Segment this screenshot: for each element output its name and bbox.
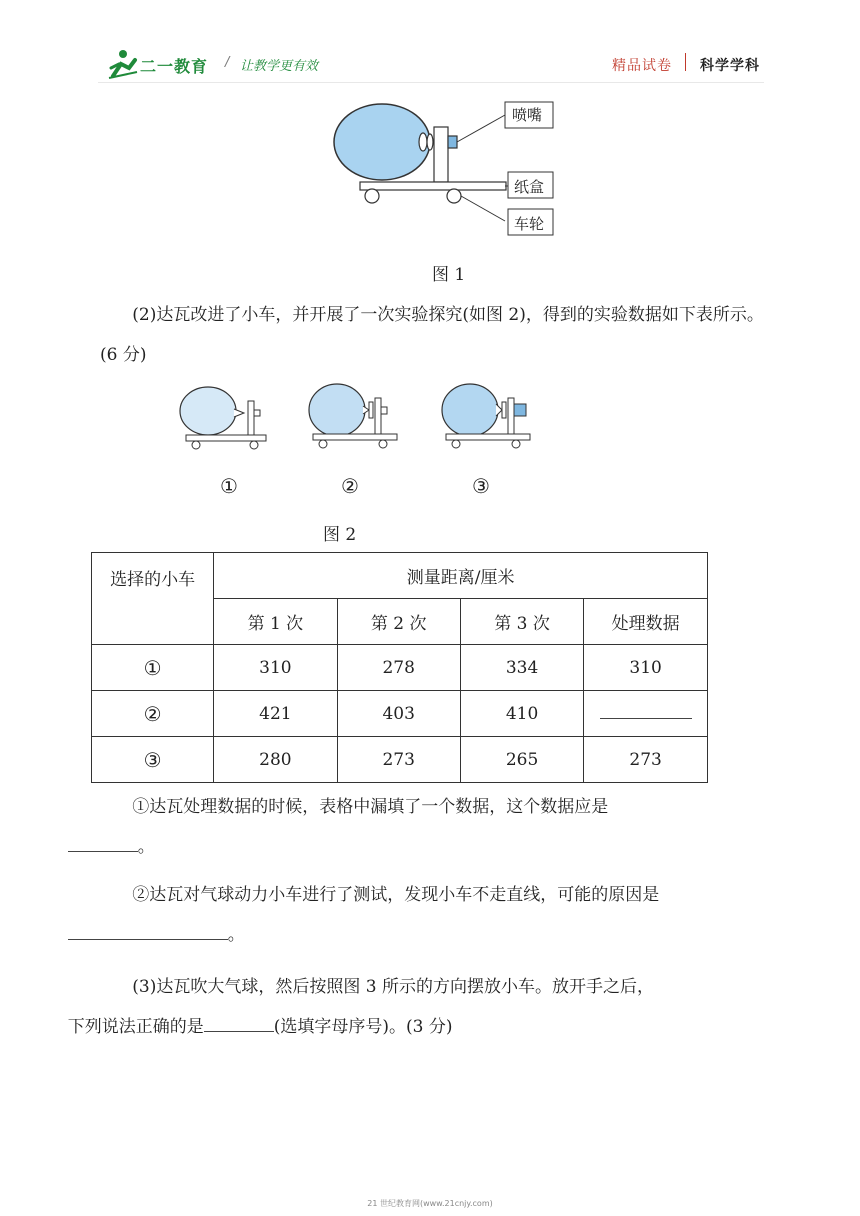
figure2-car-1 (178, 385, 270, 451)
table-cell: 273 (337, 737, 460, 783)
figure2-car-2 (305, 380, 401, 450)
figure1-label-wheel: 车轮 (514, 215, 545, 233)
table-cell: 278 (337, 645, 460, 691)
figure2-car-3 (438, 380, 534, 450)
header-separator (685, 53, 686, 71)
table-row (92, 645, 708, 691)
sub2-prompt: ②达瓦对气球动力小车进行了测试，发现小车不走直线，可能的原因是 (132, 885, 660, 905)
sub1-text (100, 787, 764, 867)
figure2-label-3: ③ (472, 474, 490, 498)
question3-line2-post: (选填字母序号)。(3 分) (273, 1017, 453, 1037)
table-col-header: 第 2 次 (337, 599, 460, 645)
header-slash: / (225, 55, 230, 70)
table-col-header: 处理数据 (584, 599, 708, 645)
table-col-header: 第 1 次 (214, 599, 337, 645)
table-cell: 403 (337, 691, 460, 737)
table-blank-cell[interactable] (584, 691, 708, 737)
table-cell: 421 (214, 691, 337, 737)
table-cell: 310 (584, 645, 708, 691)
figure1-caption: 图 1 (432, 265, 466, 285)
answer-blank[interactable] (600, 704, 692, 719)
table-row (92, 737, 708, 783)
table-row-label: ① (92, 645, 214, 691)
sub1-prompt: ①达瓦处理数据的时候，表格中漏填了一个数据，这个数据应是 (132, 797, 609, 817)
table-cell: 265 (460, 737, 583, 783)
table-row-header: 选择的小车 (92, 553, 214, 645)
table-cell: 334 (460, 645, 583, 691)
sub1-end: 。 (137, 837, 155, 857)
table-group-header: 测量距离/厘米 (214, 553, 708, 599)
figure2-caption: 图 2 (323, 525, 357, 545)
table-col-header: 第 3 次 (460, 599, 583, 645)
table-row-label: ② (92, 691, 214, 737)
question3-line2-pre: 下列说法正确的是 (67, 1017, 204, 1037)
table-row-label: ③ (92, 737, 214, 783)
question3-line1: (3)达瓦吹大气球，然后按照图 3 所示的方向摆放小车。放开手之后， (132, 977, 654, 997)
table-cell: 273 (584, 737, 708, 783)
figure1-label-box: 纸盒 (514, 178, 545, 196)
table-cell: 410 (460, 691, 583, 737)
table-cell: 310 (214, 645, 337, 691)
brand-name: 二一教育 (140, 57, 209, 76)
data-table (91, 552, 708, 783)
question3-text (67, 967, 764, 1047)
question3-answer-blank[interactable] (204, 1017, 274, 1032)
sub2-end: 。 (227, 925, 245, 945)
header-divider (98, 82, 764, 83)
sub2-text (100, 875, 764, 955)
table-cell: 280 (214, 737, 337, 783)
header-series: 精品试卷 (612, 58, 672, 74)
header-slogan: 让教学更有效 (240, 59, 319, 74)
figure2-label-2: ② (341, 474, 359, 498)
header-subject: 科学学科 (700, 58, 760, 74)
sub1-answer-blank[interactable] (68, 837, 138, 852)
figure2-label-1: ① (220, 474, 238, 498)
question2-text: (2)达瓦改进了小车，并开展了一次实验探究(如图 2)，得到的实验数据如下表所示。(6 分) (100, 305, 764, 365)
sub2-answer-blank[interactable] (68, 925, 228, 940)
table-header-row (92, 553, 708, 599)
figure1-label-nozzle: 喷嘴 (512, 106, 543, 124)
page-footer: 21 世纪教育网(www.21cnjy.com) (367, 1199, 493, 1208)
table-row (92, 691, 708, 737)
